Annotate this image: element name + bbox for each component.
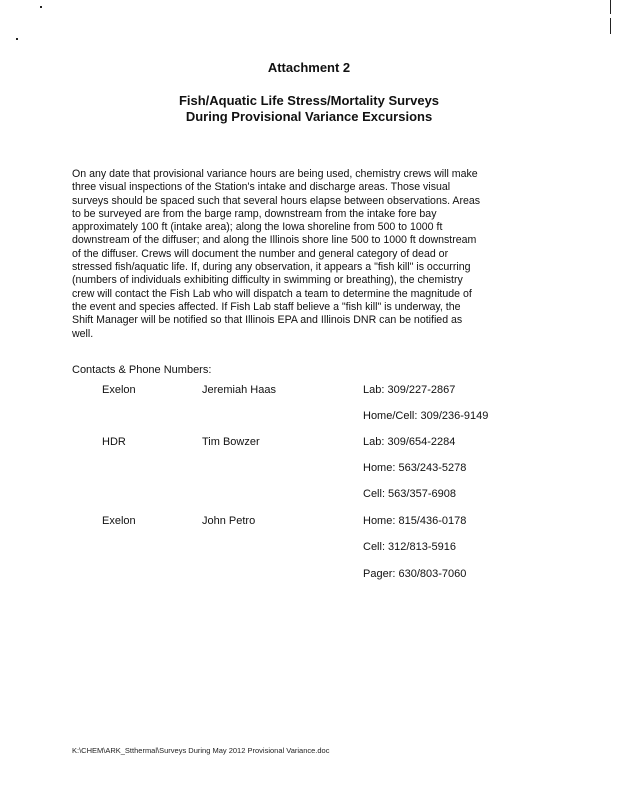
contact-phone: Home: 563/243-5278 [363, 462, 467, 474]
scan-speck [40, 6, 42, 8]
contact-name: Jeremiah Haas [202, 384, 276, 396]
scan-speck [16, 38, 18, 40]
subtitle-line: Fish/Aquatic Life Stress/Mortality Surveys [178, 93, 440, 108]
document-title: Attachment 2 [267, 60, 351, 75]
contact-phone: Pager: 630/803-7060 [363, 568, 467, 580]
contact-org: Exelon [102, 515, 136, 527]
contact-org: HDR [102, 436, 126, 448]
contact-name: Tim Bowzer [202, 436, 260, 448]
contact-phone: Lab: 309/227-2867 [363, 384, 456, 396]
document-subtitle [0, 93, 618, 125]
contact-phone: Lab: 309/654-2284 [363, 436, 456, 448]
contact-name: John Petro [202, 515, 256, 527]
contact-phone: Home/Cell: 309/236-9149 [363, 410, 489, 422]
subtitle-line: During Provisional Variance Excursions [185, 109, 433, 124]
contact-phone: Cell: 563/357-6908 [363, 488, 456, 500]
contact-org: Exelon [102, 384, 136, 396]
scan-edge-mark [610, 0, 611, 14]
contacts-heading: Contacts & Phone Numbers: [72, 364, 212, 376]
contact-phone: Home: 815/436-0178 [363, 515, 467, 527]
body-paragraph: On any date that provisional variance hours are being used, chemistry crews will make three visual inspections of the Station's intake and discharge areas. Those visual surveys should be spaced such that several hours elapse between observations. Areas to be surveyed are from the barge ramp, downstream from the intake fore bay approximately 100 ft (intake area); along the Iowa shoreline from 500 to 1000 ft downstream of the diffuser; and along the Illinois shore line 500 to 1000 ft downstream of the diffuser. Crews will document the number and general category of dead or stressed fish/aquatic life. If, during any observation, it appears a "fish kill" is occurring (numbers of individuals exhibiting difficulty in swimming or breathing), the chemistry crew will contact the Fish Lab who will dispatch a team to determine the magnitude of the event and species affected. If Fish Lab staff believe a "fish kill" is underway, the Shift Manager will be notified so that Illinois EPA and Illinois DNR can be notified as well. [72, 168, 481, 340]
contact-phone: Cell: 312/813-5916 [363, 541, 456, 553]
scan-edge-mark [610, 18, 611, 34]
file-path-footer: K:\CHEM\ARK_Stthermal\Surveys During May 2012 Provisional Variance.doc [72, 746, 330, 755]
